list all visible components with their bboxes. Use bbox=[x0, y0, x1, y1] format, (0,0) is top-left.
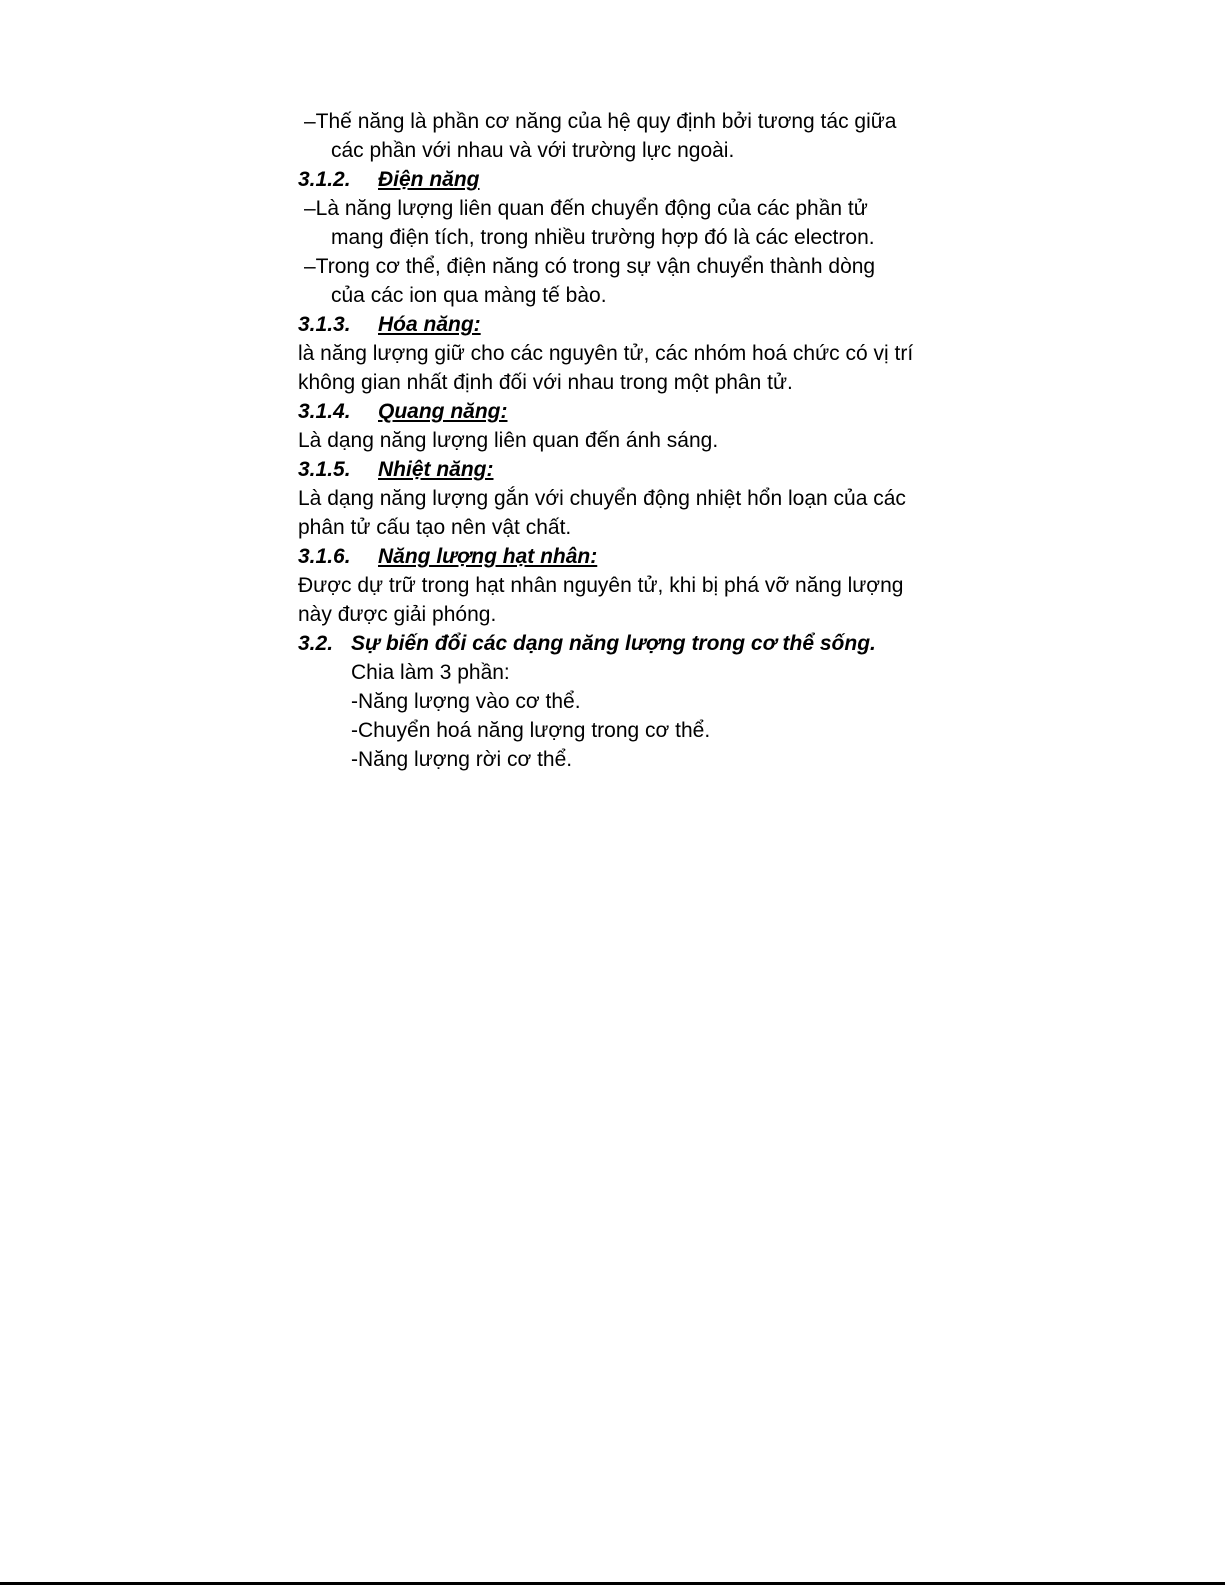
section-title: Sự biến đổi các dạng năng lượng trong cơ thể sống bbox=[351, 632, 871, 655]
section-number: 3.1.4. bbox=[298, 400, 351, 423]
section-heading-3-1-2 bbox=[298, 165, 938, 194]
chemical-energy-line-1: là năng lượng giữ cho các nguyên tử, các nhóm hoá chức có vị trí bbox=[298, 342, 914, 365]
electric-energy-bullet-2-line-2: của các ion qua màng tế bào. bbox=[331, 284, 607, 307]
list-item: -Năng lượng rời cơ thể. bbox=[351, 748, 573, 771]
nuclear-energy-line-1: Được dự trữ trong hạt nhân nguyên tử, khi bị phá vỡ năng lượng bbox=[298, 574, 904, 597]
electric-energy-bullet-1-line-2: mang điện tích, trong nhiều trường hợp đó là các electron. bbox=[331, 226, 875, 249]
section-title: Nhiệt năng: bbox=[378, 458, 494, 481]
thermal-energy-line-2: phân tử cấu tạo nên vật chất. bbox=[298, 516, 572, 539]
section-heading-3-1-6 bbox=[298, 542, 938, 571]
section-heading-3-2 bbox=[298, 629, 938, 658]
section-heading-3-1-5 bbox=[298, 455, 938, 484]
section-number: 3.1.2. bbox=[298, 168, 351, 191]
section-title: Điện năng bbox=[378, 168, 480, 191]
transformation-intro: Chia làm 3 phần: bbox=[351, 661, 510, 684]
section-title: Hóa năng: bbox=[378, 313, 481, 336]
light-energy-line-1: Là dạng năng lượng liên quan đến ánh sáng. bbox=[298, 429, 719, 452]
section-title: Năng lượng hạt nhân: bbox=[378, 545, 598, 568]
nuclear-energy-line-2: này được giải phóng. bbox=[298, 603, 497, 626]
section-heading-3-1-4 bbox=[298, 397, 938, 426]
section-heading-3-1-3 bbox=[298, 310, 938, 339]
document-body bbox=[298, 107, 938, 774]
section-number: 3.1.5. bbox=[298, 458, 351, 481]
thermal-energy-line-1: Là dạng năng lượng gắn với chuyển động nhiệt hổn loạn của các bbox=[298, 487, 906, 510]
electric-energy-bullet-2-line-1: –Trong cơ thể, điện năng có trong sự vận chuyển thành dòng bbox=[304, 255, 876, 278]
list-item: -Năng lượng vào cơ thể. bbox=[351, 690, 581, 713]
chemical-energy-line-2: không gian nhất định đối với nhau trong một phân tử. bbox=[298, 371, 793, 394]
section-title: Quang năng: bbox=[378, 400, 508, 423]
electric-energy-bullet-1-line-1: –Là năng lượng liên quan đến chuyển động của các phần tử bbox=[304, 197, 868, 220]
section-number: 3.2. bbox=[298, 632, 334, 655]
potential-energy-line-1: –Thế năng là phần cơ năng của hệ quy định bởi tương tác giữa bbox=[304, 110, 897, 133]
list-item: -Chuyển hoá năng lượng trong cơ thể. bbox=[351, 719, 711, 742]
section-number: 3.1.3. bbox=[298, 313, 351, 336]
section-title-period: . bbox=[870, 632, 876, 655]
potential-energy-line-2: các phần với nhau và với trường lực ngoài. bbox=[331, 139, 735, 162]
section-number: 3.1.6. bbox=[298, 545, 351, 568]
